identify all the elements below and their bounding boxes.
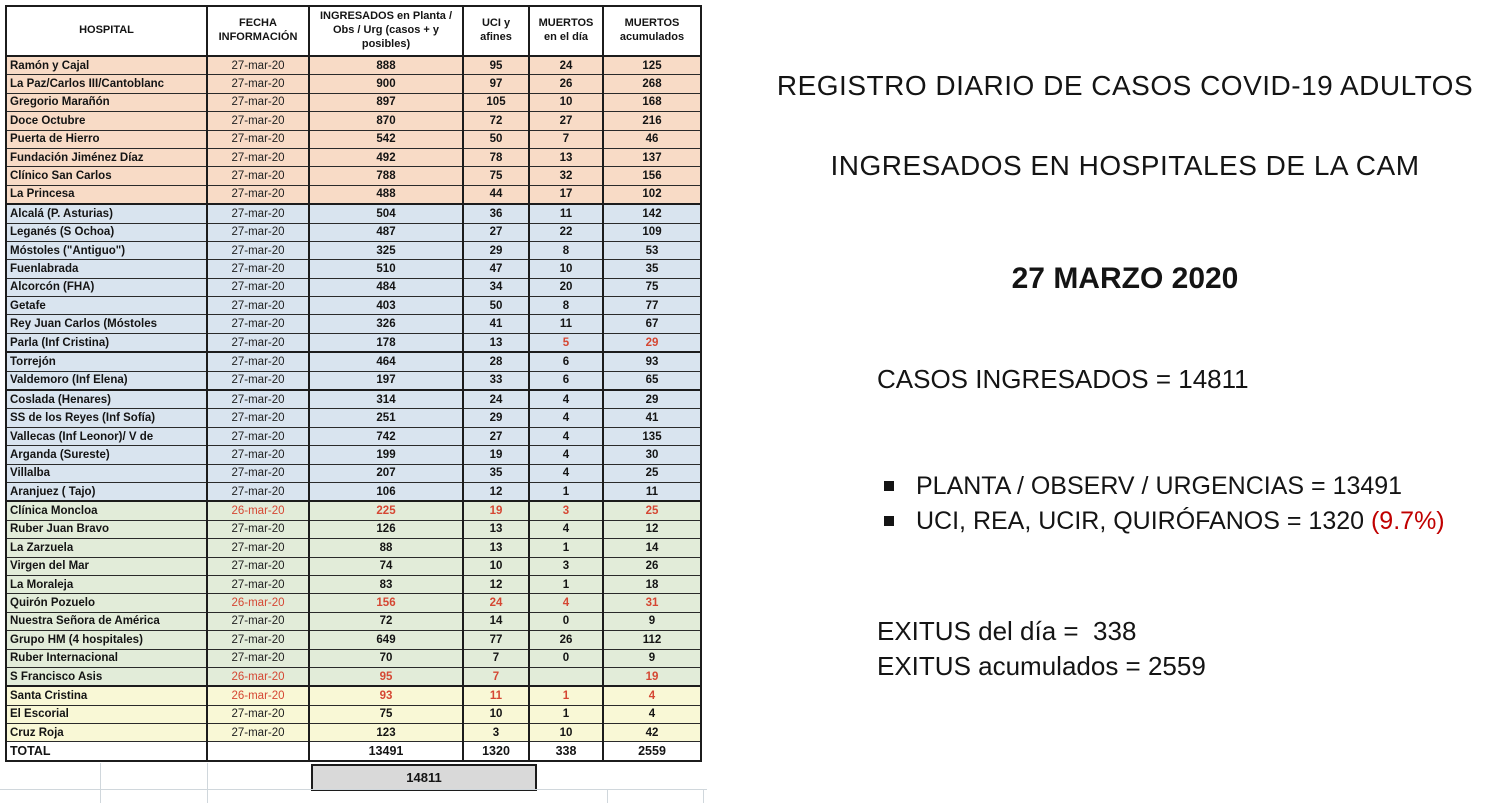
hospital-name: Vallecas (Inf Leonor)/ V de (6, 427, 207, 445)
muertos-dia-cell: 8 (529, 297, 603, 315)
report-date: 27 MARZO 2020 (1011, 262, 1239, 295)
ingresados-cell: 106 (309, 482, 463, 501)
fecha-cell: 27-mar-20 (207, 575, 309, 593)
fecha-cell: 27-mar-20 (207, 539, 309, 557)
muertos-dia-cell: 1 (529, 539, 603, 557)
uci-cell: 3 (463, 724, 529, 742)
ingresados-cell: 72 (309, 612, 463, 630)
muertos-dia-cell: 1 (529, 575, 603, 593)
hospital-name: SS de los Reyes (Inf Sofía) (6, 409, 207, 427)
fecha-cell: 27-mar-20 (207, 352, 309, 371)
bullet-list (884, 472, 1445, 542)
ingresados-cell: 126 (309, 520, 463, 538)
uci-cell: 47 (463, 260, 529, 278)
hospital-name: Doce Octubre (6, 112, 207, 130)
table-row (6, 185, 701, 204)
ingresados-cell: 870 (309, 112, 463, 130)
muertos-dia-cell: 5 (529, 333, 603, 352)
bullet-uci-percent: (9.7%) (1370, 507, 1445, 535)
total-row (6, 742, 701, 761)
table-row (6, 539, 701, 557)
table-row (6, 260, 701, 278)
muertos-dia-cell: 26 (529, 631, 603, 649)
fecha-cell: 27-mar-20 (207, 148, 309, 166)
uci-cell: 35 (463, 464, 529, 482)
hospital-name: Ruber Juan Bravo (6, 520, 207, 538)
casos-ingresados-line: CASOS INGRESADOS = 14811 (877, 364, 1249, 394)
muertos-acum-cell: 102 (603, 185, 701, 204)
ingresados-cell: 484 (309, 278, 463, 296)
ingresados-cell: 464 (309, 352, 463, 371)
hospital-name: Coslada (Henares) (6, 390, 207, 409)
uci-cell: 7 (463, 649, 529, 667)
muertos-acum-cell: 29 (603, 333, 701, 352)
ingresados-cell: 178 (309, 333, 463, 352)
hospital-name: Grupo HM (4 hospitales) (6, 631, 207, 649)
fecha-cell: 26-mar-20 (207, 667, 309, 686)
muertos-acum-cell: 41 (603, 409, 701, 427)
uci-cell: 29 (463, 241, 529, 259)
muertos-acum-cell: 109 (603, 223, 701, 241)
muertos-acum-cell: 12 (603, 520, 701, 538)
muertos-dia-cell: 4 (529, 594, 603, 612)
column-header-hospital: HOSPITAL (6, 6, 207, 56)
muertos-acum-cell: 135 (603, 427, 701, 445)
ingresados-cell: 487 (309, 223, 463, 241)
muertos-dia-cell: 32 (529, 167, 603, 185)
muertos-dia-cell: 1 (529, 705, 603, 723)
uci-cell: 77 (463, 631, 529, 649)
uci-cell: 28 (463, 352, 529, 371)
ingresados-cell: 251 (309, 409, 463, 427)
uci-cell: 50 (463, 297, 529, 315)
muertos-dia-cell: 24 (529, 56, 603, 75)
table-row (6, 223, 701, 241)
fecha-cell: 26-mar-20 (207, 501, 309, 520)
ingresados-cell: 156 (309, 594, 463, 612)
table-row (6, 371, 701, 390)
uci-cell: 10 (463, 705, 529, 723)
table-row (6, 112, 701, 130)
fecha-cell: 27-mar-20 (207, 93, 309, 111)
table-row (6, 520, 701, 538)
table-row (6, 130, 701, 148)
muertos-dia-cell: 13 (529, 148, 603, 166)
hospital-name: Ramón y Cajal (6, 56, 207, 75)
ingresados-cell: 403 (309, 297, 463, 315)
ingresados-cell: 900 (309, 75, 463, 93)
muertos-dia-cell: 4 (529, 409, 603, 427)
hospital-name: Clínica Moncloa (6, 501, 207, 520)
uci-cell: 34 (463, 278, 529, 296)
hospital-name: Villalba (6, 464, 207, 482)
fecha-cell: 27-mar-20 (207, 446, 309, 464)
fecha-cell: 27-mar-20 (207, 185, 309, 204)
muertos-acum-cell: 42 (603, 724, 701, 742)
hospital-name: Getafe (6, 297, 207, 315)
ingresados-cell: 314 (309, 390, 463, 409)
fecha-cell: 27-mar-20 (207, 167, 309, 185)
muertos-dia-cell: 22 (529, 223, 603, 241)
uci-cell: 33 (463, 371, 529, 390)
muertos-acum-cell: 25 (603, 501, 701, 520)
uci-cell: 13 (463, 520, 529, 538)
muertos-acum-cell: 46 (603, 130, 701, 148)
hospital-name: S Francisco Asis (6, 667, 207, 686)
muertos-dia-cell: 10 (529, 260, 603, 278)
muertos-dia-cell: 10 (529, 724, 603, 742)
fecha-cell: 27-mar-20 (207, 204, 309, 223)
hospital-name: Clínico San Carlos (6, 167, 207, 185)
hospital-name: La Zarzuela (6, 539, 207, 557)
muertos-acum-cell: 142 (603, 204, 701, 223)
fecha-cell: 27-mar-20 (207, 241, 309, 259)
fecha-cell: 27-mar-20 (207, 56, 309, 75)
muertos-dia-cell (529, 667, 603, 686)
table-row (6, 667, 701, 686)
total-ingresados: 13491 (309, 742, 463, 761)
ingresados-cell: 75 (309, 705, 463, 723)
muertos-acum-cell: 19 (603, 667, 701, 686)
ingresados-cell: 199 (309, 446, 463, 464)
uci-cell: 36 (463, 204, 529, 223)
ingresados-cell: 70 (309, 649, 463, 667)
muertos-dia-cell: 11 (529, 315, 603, 333)
table-row (6, 686, 701, 705)
hospital-name: Rey Juan Carlos (Móstoles (6, 315, 207, 333)
muertos-acum-cell: 67 (603, 315, 701, 333)
uci-cell: 27 (463, 223, 529, 241)
fecha-cell: 27-mar-20 (207, 520, 309, 538)
table-row (6, 482, 701, 501)
ingresados-cell: 742 (309, 427, 463, 445)
table-row (6, 631, 701, 649)
hospital-name: Leganés (S Ochoa) (6, 223, 207, 241)
muertos-acum-cell: 168 (603, 93, 701, 111)
fecha-cell: 27-mar-20 (207, 223, 309, 241)
bullet-planta-text: PLANTA / OBSERV / URGENCIAS = 13491 (916, 472, 1403, 500)
uci-cell: 11 (463, 686, 529, 705)
uci-cell: 41 (463, 315, 529, 333)
table-body (6, 56, 701, 742)
ingresados-cell: 197 (309, 371, 463, 390)
ingresados-cell: 649 (309, 631, 463, 649)
table-row (6, 705, 701, 723)
muertos-acum-cell: 75 (603, 278, 701, 296)
muertos-acum-cell: 26 (603, 557, 701, 575)
table-row (6, 56, 701, 75)
muertos-acum-cell: 125 (603, 56, 701, 75)
total-muertos-dia: 338 (529, 742, 603, 761)
hospital-name: El Escorial (6, 705, 207, 723)
hospital-name: Alcalá (P. Asturias) (6, 204, 207, 223)
table-row (6, 575, 701, 593)
hospital-name: Puerta de Hierro (6, 130, 207, 148)
muertos-dia-cell: 4 (529, 520, 603, 538)
ingresados-cell: 788 (309, 167, 463, 185)
ingresados-cell: 74 (309, 557, 463, 575)
uci-cell: 78 (463, 148, 529, 166)
table-row (6, 409, 701, 427)
table-row (6, 501, 701, 520)
table-row (6, 148, 701, 166)
muertos-dia-cell: 4 (529, 390, 603, 409)
ingresados-cell: 888 (309, 56, 463, 75)
muertos-acum-cell: 268 (603, 75, 701, 93)
muertos-dia-cell: 7 (529, 130, 603, 148)
ingresados-cell: 326 (309, 315, 463, 333)
hospital-name: La Princesa (6, 185, 207, 204)
fecha-cell: 27-mar-20 (207, 427, 309, 445)
uci-cell: 95 (463, 56, 529, 75)
table-row (6, 649, 701, 667)
ingresados-cell: 488 (309, 185, 463, 204)
table-row (6, 315, 701, 333)
ingresados-cell: 492 (309, 148, 463, 166)
uci-cell: 24 (463, 594, 529, 612)
fecha-cell: 27-mar-20 (207, 278, 309, 296)
uci-cell: 19 (463, 446, 529, 464)
uci-cell: 12 (463, 575, 529, 593)
muertos-acum-cell: 9 (603, 649, 701, 667)
column-header-ingresados: INGRESADOS en Planta / Obs / Urg (casos + y posibles) (309, 6, 463, 56)
report-title-line1: REGISTRO DIARIO DE CASOS COVID-19 ADULTOS (776, 70, 1474, 101)
hospital-name: Móstoles ("Antiguo") (6, 241, 207, 259)
table-row (6, 557, 701, 575)
muertos-dia-cell: 0 (529, 649, 603, 667)
ingresados-cell: 123 (309, 724, 463, 742)
total-uci: 1320 (463, 742, 529, 761)
table-row (6, 612, 701, 630)
table-row (6, 464, 701, 482)
hospital-name: Gregorio Marañón (6, 93, 207, 111)
hospital-name: Arganda (Sureste) (6, 446, 207, 464)
fecha-cell: 27-mar-20 (207, 333, 309, 352)
hospital-name: Cruz Roja (6, 724, 207, 742)
uci-cell: 75 (463, 167, 529, 185)
column-header-muertos-dia: MUERTOS en el día (529, 6, 603, 56)
muertos-dia-cell: 10 (529, 93, 603, 111)
fecha-cell: 27-mar-20 (207, 612, 309, 630)
fecha-cell: 27-mar-20 (207, 649, 309, 667)
table-row (6, 594, 701, 612)
column-header-uci: UCI y afines (463, 6, 529, 56)
hospital-name: Parla (Inf Cristina) (6, 333, 207, 352)
fecha-cell: 26-mar-20 (207, 686, 309, 705)
total-fecha-empty (207, 742, 309, 761)
hospital-name: Valdemoro (Inf Elena) (6, 371, 207, 390)
muertos-acum-cell: 31 (603, 594, 701, 612)
muertos-dia-cell: 17 (529, 185, 603, 204)
table-row (6, 167, 701, 185)
hospital-name: Fundación Jiménez Díaz (6, 148, 207, 166)
table-row (6, 427, 701, 445)
table-header-row (6, 6, 701, 56)
fecha-cell: 27-mar-20 (207, 724, 309, 742)
muertos-acum-cell: 216 (603, 112, 701, 130)
table-row (6, 724, 701, 742)
uci-cell: 13 (463, 333, 529, 352)
muertos-acum-cell: 29 (603, 390, 701, 409)
fecha-cell: 27-mar-20 (207, 297, 309, 315)
fecha-cell: 27-mar-20 (207, 112, 309, 130)
fecha-cell: 27-mar-20 (207, 409, 309, 427)
muertos-acum-cell: 14 (603, 539, 701, 557)
muertos-dia-cell: 4 (529, 464, 603, 482)
uci-cell: 44 (463, 185, 529, 204)
uci-cell: 105 (463, 93, 529, 111)
muertos-dia-cell: 1 (529, 686, 603, 705)
hospital-name: La Paz/Carlos III/Cantoblanc (6, 75, 207, 93)
grand-total-cell: 14811 (311, 764, 537, 791)
table-row (6, 278, 701, 296)
muertos-acum-cell: 25 (603, 464, 701, 482)
table-row (6, 204, 701, 223)
muertos-acum-cell: 4 (603, 705, 701, 723)
muertos-dia-cell: 6 (529, 371, 603, 390)
fecha-cell: 27-mar-20 (207, 557, 309, 575)
muertos-acum-cell: 35 (603, 260, 701, 278)
table-row (6, 93, 701, 111)
ingresados-cell: 225 (309, 501, 463, 520)
ingresados-cell: 95 (309, 667, 463, 686)
fecha-cell: 27-mar-20 (207, 260, 309, 278)
total-muertos-acum: 2559 (603, 742, 701, 761)
muertos-dia-cell: 8 (529, 241, 603, 259)
ingresados-cell: 504 (309, 204, 463, 223)
grid-line (703, 789, 704, 803)
grid-line (607, 789, 608, 803)
column-header-muertos-acum: MUERTOS acumulados (603, 6, 701, 56)
muertos-acum-cell: 112 (603, 631, 701, 649)
muertos-dia-cell: 20 (529, 278, 603, 296)
grid-line (207, 763, 208, 803)
uci-cell: 19 (463, 501, 529, 520)
fecha-cell: 27-mar-20 (207, 464, 309, 482)
muertos-acum-cell: 93 (603, 352, 701, 371)
fecha-cell: 27-mar-20 (207, 482, 309, 501)
uci-cell: 24 (463, 390, 529, 409)
uci-cell: 50 (463, 130, 529, 148)
fecha-cell: 27-mar-20 (207, 390, 309, 409)
fecha-cell: 27-mar-20 (207, 75, 309, 93)
grid-line (100, 763, 101, 803)
ingresados-cell: 325 (309, 241, 463, 259)
muertos-acum-cell: 11 (603, 482, 701, 501)
uci-cell: 14 (463, 612, 529, 630)
hospital-name: Nuestra Señora de América (6, 612, 207, 630)
hospital-name: Aranjuez ( Tajo) (6, 482, 207, 501)
bullet-uci-text: UCI, REA, UCIR, QUIRÓFANOS = 1320 (916, 507, 1371, 535)
muertos-acum-cell: 156 (603, 167, 701, 185)
fecha-cell: 27-mar-20 (207, 371, 309, 390)
hospital-name: Fuenlabrada (6, 260, 207, 278)
muertos-acum-cell: 30 (603, 446, 701, 464)
hospital-table (5, 5, 702, 762)
muertos-acum-cell: 53 (603, 241, 701, 259)
muertos-acum-cell: 18 (603, 575, 701, 593)
table-row (6, 75, 701, 93)
muertos-acum-cell: 4 (603, 686, 701, 705)
table-row (6, 297, 701, 315)
hospital-name: Alcorcón (FHA) (6, 278, 207, 296)
muertos-dia-cell: 11 (529, 204, 603, 223)
ingresados-cell: 93 (309, 686, 463, 705)
muertos-dia-cell: 3 (529, 501, 603, 520)
fecha-cell: 27-mar-20 (207, 705, 309, 723)
grid-line (0, 789, 707, 790)
exitus-dia-line: EXITUS del día = 338 (877, 616, 1137, 646)
uci-cell: 7 (463, 667, 529, 686)
uci-cell: 72 (463, 112, 529, 130)
table-row (6, 241, 701, 259)
fecha-cell: 27-mar-20 (207, 315, 309, 333)
muertos-dia-cell: 4 (529, 427, 603, 445)
report-title-line2: INGRESADOS EN HOSPITALES DE LA CAM (830, 150, 1420, 181)
ingresados-cell: 897 (309, 93, 463, 111)
uci-cell: 12 (463, 482, 529, 501)
muertos-acum-cell: 137 (603, 148, 701, 166)
bullet-item-planta (884, 472, 1445, 507)
ingresados-cell: 510 (309, 260, 463, 278)
ingresados-cell: 83 (309, 575, 463, 593)
uci-cell: 97 (463, 75, 529, 93)
bullet-square-icon (884, 481, 894, 491)
hospital-name: Santa Cristina (6, 686, 207, 705)
uci-cell: 13 (463, 539, 529, 557)
fecha-cell: 27-mar-20 (207, 130, 309, 148)
muertos-dia-cell: 1 (529, 482, 603, 501)
uci-cell: 27 (463, 427, 529, 445)
muertos-acum-cell: 77 (603, 297, 701, 315)
muertos-acum-cell: 9 (603, 612, 701, 630)
exitus-acumulados-line: EXITUS acumulados = 2559 (877, 651, 1206, 681)
uci-cell: 29 (463, 409, 529, 427)
fecha-cell: 26-mar-20 (207, 594, 309, 612)
bullet-square-icon (884, 516, 894, 526)
fecha-cell: 27-mar-20 (207, 631, 309, 649)
total-label: TOTAL (6, 742, 207, 761)
table-row (6, 446, 701, 464)
bullet-item-uci (884, 507, 1445, 542)
hospital-name: Virgen del Mar (6, 557, 207, 575)
hospital-name: Quirón Pozuelo (6, 594, 207, 612)
muertos-acum-cell: 65 (603, 371, 701, 390)
muertos-dia-cell: 6 (529, 352, 603, 371)
ingresados-cell: 542 (309, 130, 463, 148)
table-row (6, 390, 701, 409)
muertos-dia-cell: 0 (529, 612, 603, 630)
muertos-dia-cell: 26 (529, 75, 603, 93)
column-header-fecha: FECHA INFORMACIÓN (207, 6, 309, 56)
table-row (6, 352, 701, 371)
hospital-name: Torrejón (6, 352, 207, 371)
uci-cell: 10 (463, 557, 529, 575)
table-row (6, 333, 701, 352)
muertos-dia-cell: 27 (529, 112, 603, 130)
hospital-name: La Moraleja (6, 575, 207, 593)
ingresados-cell: 88 (309, 539, 463, 557)
muertos-dia-cell: 4 (529, 446, 603, 464)
muertos-dia-cell: 3 (529, 557, 603, 575)
ingresados-cell: 207 (309, 464, 463, 482)
hospital-name: Ruber Internacional (6, 649, 207, 667)
